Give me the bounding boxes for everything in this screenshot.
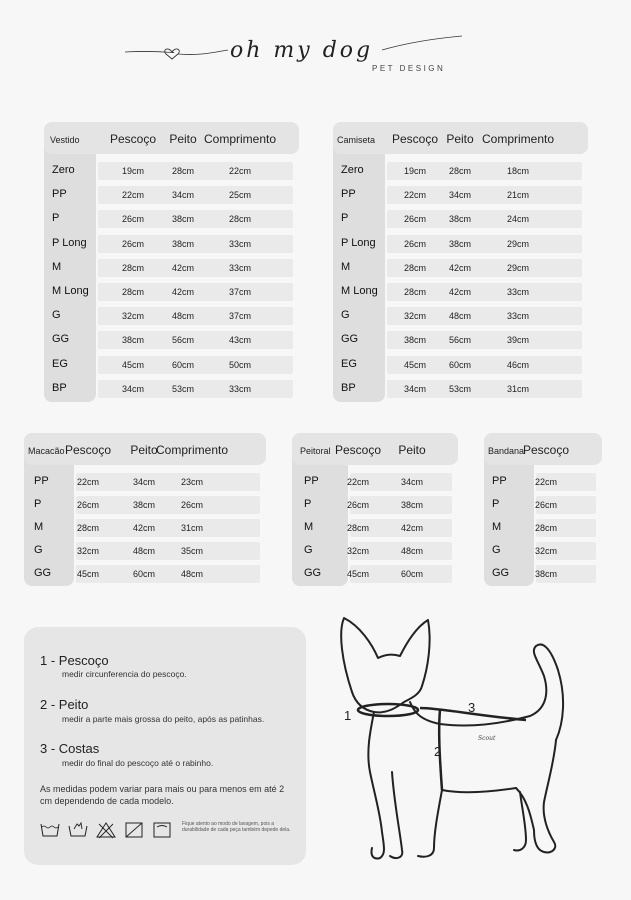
measure-cell: 26cm [121,238,144,249]
size-label: PP [52,188,67,201]
measure-cell: 28cm [448,166,471,176]
measure-cell: 38cm [403,335,426,346]
table-name: Peitoral [300,446,331,456]
column-header: Pescoço [64,443,112,457]
size-label: M [34,521,44,533]
measure-cell: 28cm [534,523,557,533]
measure-cell: 48cm [132,546,155,556]
measure-cell: 23cm [180,477,203,487]
size-label: M [52,260,62,273]
measure-cell: 37cm [228,287,251,297]
measure-cell: 45cm [76,569,99,579]
column-header: Peito [130,443,158,457]
measure-cell: 26cm [346,500,369,510]
size-label: P Long [52,236,87,249]
measure-cell: 28cm [121,287,144,297]
measure-cell: 43cm [228,335,251,346]
measure-cell: 45cm [346,569,369,579]
measure-cell: 28cm [228,214,251,225]
column-header: Comprimento [203,132,277,146]
size-label: GG [304,567,322,579]
measure-cell: 34cm [132,477,155,487]
measure-cell: 33cm [506,311,529,322]
measure-cell: 33cm [506,287,529,297]
measure-cell: 34cm [171,190,194,201]
measure-cell: 22cm [76,477,99,487]
table-peitoral [292,433,458,586]
measure-cell: 38cm [448,214,471,225]
measure-cell: 32cm [403,311,426,322]
measure-cell: 24cm [506,214,529,225]
measure-cell: 28cm [121,262,144,273]
wash-30-icon [40,821,60,839]
measure-cell: 38cm [448,238,471,249]
logo-subtitle: PET DESIGN [372,64,446,73]
measure-cell: 26cm [403,238,426,249]
size-label: PP [492,475,507,487]
size-label: M Long [341,285,378,297]
column-header: Pescoço [109,132,157,146]
measure-cell: 53cm [171,383,194,394]
measure-cell: 28cm [403,262,426,273]
measure-cell: 26cm [403,214,426,225]
size-label: EG [341,357,357,370]
table-camiseta [333,122,588,402]
logo-script: oh my dog [230,38,374,63]
measure-cell: 33cm [228,262,251,273]
size-label: P [341,212,349,225]
size-label: G [492,544,501,556]
measure-cell: 21cm [506,190,529,201]
size-label: P [52,212,60,225]
measure-cell: 48cm [171,311,194,322]
size-label: M [492,521,502,533]
marker-neck-label: 1 [344,708,352,723]
column-header: Pescoço [391,132,439,146]
measure-cell: 60cm [448,359,471,370]
measure-cell: 56cm [448,335,471,346]
size-label: P [304,498,312,510]
column-header: Pescoço [334,443,382,457]
table-vestido [44,122,299,402]
measure-cell: 22cm [228,166,251,176]
measure-cell: 42cm [400,523,423,533]
measure-cell: 45cm [403,359,426,370]
table-name: Macacão [28,446,65,456]
size-label: GG [34,567,52,579]
section-chest-desc: medir a parte mais grossa do peito, após as patinhas. [62,714,265,724]
tumble-dry-icon [152,821,172,839]
hand-wash-icon [68,821,88,839]
size-label: M Long [52,285,89,297]
size-label: M [304,521,314,533]
measure-cell: 37cm [228,311,251,322]
measure-cell: 42cm [448,262,471,273]
measure-cell: 34cm [403,383,426,394]
care-note: Fique atento ao modo de lavagem, pois a durabilidade de cada peça também depede dela. [182,821,291,833]
size-label: Zero [341,164,364,176]
section-chest-title: 2 - Peito [40,697,89,712]
size-label: M [341,260,351,273]
size-label: PP [304,475,319,487]
measure-cell: 33cm [228,238,251,249]
size-label: BP [52,381,67,394]
table-name: Vestido [50,135,80,145]
measure-cell: 38cm [400,500,423,510]
section-back-title: 3 - Costas [40,741,100,756]
measure-cell: 38cm [121,335,144,346]
section-back-desc: medir do final do pescoço até o rabinho. [62,758,214,768]
measure-cell: 38cm [171,214,194,225]
column-header: Peito [169,132,197,146]
measure-cell: 45cm [121,359,144,370]
measure-cell: 56cm [171,335,194,346]
measure-cell: 33cm [228,383,251,394]
measure-cell: 35cm [180,546,203,556]
size-label: Zero [52,164,75,176]
marker-back-label: 3 [468,700,476,715]
measure-cell: 46cm [506,359,529,370]
size-label: G [304,544,313,556]
measure-cell: 31cm [506,383,529,394]
section-neck-title: 1 - Pescoço [40,653,109,668]
measure-cell: 28cm [346,523,369,533]
no-bleach-icon [96,821,116,839]
measure-cell: 31cm [180,523,203,533]
size-label: PP [341,188,356,201]
measure-cell: 38cm [534,569,557,579]
measure-cell: 22cm [121,190,144,201]
measure-cell: 29cm [506,262,529,273]
measure-cell: 32cm [346,546,369,556]
column-header: Peito [398,443,426,457]
column-header: Pescoço [522,443,570,457]
dog-measurement-illustration [330,612,590,874]
measure-cell: 26cm [76,500,99,510]
measure-cell: 22cm [403,190,426,201]
measure-cell: 29cm [506,238,529,249]
column-header: Comprimento [155,443,229,457]
measure-cell: 39cm [506,335,529,346]
size-label: G [341,309,350,322]
measure-cell: 28cm [403,287,426,297]
size-label: EG [52,357,68,370]
measure-cell: 60cm [132,569,155,579]
measure-cell: 32cm [76,546,99,556]
measure-cell: 42cm [171,287,194,297]
column-header: Peito [446,132,474,146]
size-variation-note: As medidas podem variar para mais ou para menos em até 2 cm dependendo de cada modelo. [40,784,285,806]
measure-cell: 48cm [448,311,471,322]
measure-cell: 48cm [400,546,423,556]
measure-cell: 38cm [132,500,155,510]
measure-cell: 18cm [506,166,529,176]
measure-cell: 60cm [171,359,194,370]
measure-cell: 32cm [121,311,144,322]
measure-cell: 22cm [346,477,369,487]
measure-cell: 28cm [171,166,194,176]
measure-cell: 60cm [400,569,423,579]
size-label: PP [34,475,49,487]
size-label: BP [341,381,356,394]
measure-cell: 26cm [180,500,203,510]
measure-cell: 25cm [228,190,251,201]
marker-chest-label: 2 [434,744,442,759]
measure-cell: 53cm [448,383,471,394]
measure-cell: 26cm [121,214,144,225]
section-neck-desc: medir circunferencia do pescoço. [62,669,187,679]
measure-cell: 42cm [132,523,155,533]
table-name: Camiseta [337,135,376,145]
measure-cell: 50cm [228,359,251,370]
table-name: Bandana [488,446,525,456]
column-header: Comprimento [481,132,555,146]
size-label: GG [341,333,359,346]
no-iron-icon [124,821,144,839]
measure-cell: 34cm [400,477,423,487]
measure-cell: 48cm [180,569,203,579]
measure-cell: 38cm [171,238,194,249]
measure-cell: 28cm [76,523,99,533]
size-label: G [34,544,43,556]
measure-cell: 26cm [534,500,557,510]
measure-cell: 19cm [403,166,426,176]
size-label: GG [52,333,70,346]
size-label: P [34,498,42,510]
artist-signature: Scout [478,735,496,742]
size-label: GG [492,567,510,579]
size-label: G [52,309,61,322]
table-bandana [484,433,602,586]
measure-cell: 19cm [121,166,144,176]
measure-cell: 42cm [448,287,471,297]
measure-cell: 22cm [534,477,557,487]
measure-cell: 32cm [534,546,557,556]
size-label: P Long [341,236,376,249]
measure-cell: 42cm [171,262,194,273]
size-label: P [492,498,500,510]
measure-instructions [24,627,306,865]
table-macacao [24,433,266,586]
measure-cell: 34cm [448,190,471,201]
measure-cell: 34cm [121,383,144,394]
